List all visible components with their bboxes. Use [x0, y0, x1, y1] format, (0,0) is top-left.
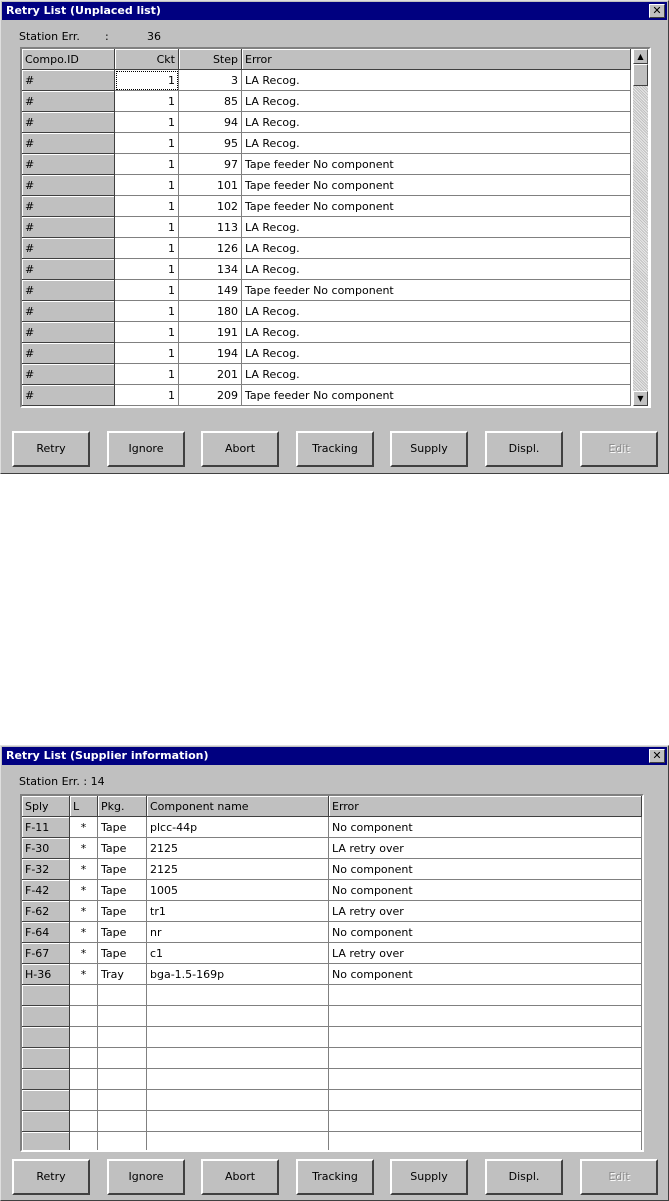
- station-err-value: 36: [147, 30, 161, 43]
- column-header-sply[interactable]: Sply: [22, 796, 70, 817]
- column-header-component-name[interactable]: Component name: [147, 796, 329, 817]
- error-cell[interactable]: LA Recog.: [242, 91, 631, 112]
- table-row[interactable]: [22, 196, 631, 217]
- component-name-cell[interactable]: [147, 1048, 329, 1069]
- sply-cell[interactable]: F-67: [22, 943, 70, 964]
- l-cell[interactable]: *: [70, 964, 98, 985]
- l-cell[interactable]: [70, 1090, 98, 1111]
- step-cell[interactable]: 102: [179, 196, 242, 217]
- pkg-cell[interactable]: Tape: [98, 838, 147, 859]
- error-cell[interactable]: [329, 1090, 642, 1111]
- table-row[interactable]: [22, 133, 631, 154]
- component-name-cell[interactable]: [147, 1006, 329, 1027]
- pkg-cell[interactable]: [98, 1006, 147, 1027]
- abort-button[interactable]: Abort: [201, 1159, 279, 1195]
- sply-cell[interactable]: F-42: [22, 880, 70, 901]
- scroll-up-arrow-icon[interactable]: ▲: [633, 49, 648, 64]
- column-header-l[interactable]: L: [70, 796, 98, 817]
- pkg-cell[interactable]: [98, 985, 147, 1006]
- compo-id-cell[interactable]: #: [22, 154, 115, 175]
- component-name-cell[interactable]: 1005: [147, 880, 329, 901]
- retry-button[interactable]: Retry: [12, 1159, 90, 1195]
- close-icon[interactable]: ✕: [649, 4, 665, 18]
- empty-table-row[interactable]: [22, 1027, 642, 1048]
- step-cell[interactable]: 194: [179, 343, 242, 364]
- compo-id-cell[interactable]: #: [22, 238, 115, 259]
- error-cell[interactable]: Tape feeder No component: [242, 385, 631, 406]
- error-cell[interactable]: [329, 1006, 642, 1027]
- error-cell[interactable]: LA Recog.: [242, 217, 631, 238]
- pkg-cell[interactable]: [98, 1090, 147, 1111]
- error-cell[interactable]: [329, 985, 642, 1006]
- l-cell[interactable]: *: [70, 859, 98, 880]
- table-row[interactable]: [22, 91, 631, 112]
- pkg-cell[interactable]: [98, 1069, 147, 1090]
- pkg-cell[interactable]: Tray: [98, 964, 147, 985]
- sply-cell[interactable]: F-62: [22, 901, 70, 922]
- ckt-cell[interactable]: 1: [115, 364, 179, 385]
- error-cell[interactable]: LA Recog.: [242, 364, 631, 385]
- step-cell[interactable]: 134: [179, 259, 242, 280]
- component-name-cell[interactable]: tr1: [147, 901, 329, 922]
- column-header-step[interactable]: Step: [179, 49, 242, 70]
- ckt-cell[interactable]: 1: [115, 175, 179, 196]
- sply-cell[interactable]: F-32: [22, 859, 70, 880]
- step-cell[interactable]: 94: [179, 112, 242, 133]
- close-icon[interactable]: ✕: [649, 749, 665, 763]
- table-row[interactable]: [22, 385, 631, 406]
- error-cell[interactable]: LA Recog.: [242, 70, 631, 91]
- l-cell[interactable]: [70, 1069, 98, 1090]
- retry-list-supplier-window: [0, 745, 669, 1201]
- pkg-cell[interactable]: Tape: [98, 922, 147, 943]
- table-row[interactable]: [22, 322, 631, 343]
- step-cell[interactable]: 209: [179, 385, 242, 406]
- error-cell[interactable]: [329, 1027, 642, 1048]
- component-name-cell[interactable]: plcc-44p: [147, 817, 329, 838]
- sply-cell[interactable]: [22, 985, 70, 1006]
- step-cell[interactable]: 113: [179, 217, 242, 238]
- l-cell[interactable]: [70, 1027, 98, 1048]
- error-cell[interactable]: [329, 1069, 642, 1090]
- sply-cell[interactable]: [22, 1006, 70, 1027]
- error-cell[interactable]: Tape feeder No component: [242, 280, 631, 301]
- error-cell[interactable]: [329, 1132, 642, 1152]
- step-cell[interactable]: 201: [179, 364, 242, 385]
- error-cell[interactable]: No component: [329, 880, 642, 901]
- component-name-cell[interactable]: [147, 1069, 329, 1090]
- error-cell[interactable]: LA retry over: [329, 943, 642, 964]
- unplaced-list-grid[interactable]: [20, 47, 651, 408]
- title-bar[interactable]: [2, 747, 667, 765]
- ignore-button[interactable]: Ignore: [107, 1159, 185, 1195]
- step-cell[interactable]: 3: [179, 70, 242, 91]
- pkg-cell[interactable]: Tape: [98, 817, 147, 838]
- pkg-cell[interactable]: Tape: [98, 943, 147, 964]
- error-cell[interactable]: LA Recog.: [242, 259, 631, 280]
- error-cell[interactable]: No component: [329, 964, 642, 985]
- l-cell[interactable]: [70, 1132, 98, 1152]
- sply-cell[interactable]: F-64: [22, 922, 70, 943]
- vertical-scrollbar[interactable]: [633, 49, 648, 406]
- table-row[interactable]: [22, 259, 631, 280]
- error-cell[interactable]: LA Recog.: [242, 133, 631, 154]
- displ-button[interactable]: Displ.: [485, 1159, 563, 1195]
- error-cell[interactable]: Tape feeder No component: [242, 175, 631, 196]
- empty-table-row[interactable]: [22, 985, 642, 1006]
- compo-id-cell[interactable]: #: [22, 112, 115, 133]
- supply-button[interactable]: Supply: [390, 431, 468, 467]
- table-row[interactable]: [22, 859, 642, 880]
- station-err-text: Station Err. : 14: [19, 775, 105, 788]
- pkg-cell[interactable]: [98, 1048, 147, 1069]
- error-cell[interactable]: [329, 1048, 642, 1069]
- step-cell[interactable]: 97: [179, 154, 242, 175]
- error-cell[interactable]: LA Recog.: [242, 238, 631, 259]
- compo-id-cell[interactable]: #: [22, 217, 115, 238]
- empty-table-row[interactable]: [22, 1111, 642, 1132]
- station-err-separator: :: [105, 30, 109, 43]
- error-cell[interactable]: LA Recog.: [242, 322, 631, 343]
- error-cell[interactable]: LA retry over: [329, 901, 642, 922]
- column-header-error[interactable]: Error: [329, 796, 642, 817]
- sply-cell[interactable]: [22, 1048, 70, 1069]
- empty-table-row[interactable]: [22, 1090, 642, 1111]
- station-err-label: Station Err.: [19, 30, 80, 43]
- pkg-cell[interactable]: [98, 1111, 147, 1132]
- ckt-cell[interactable]: 1: [115, 196, 179, 217]
- table-row[interactable]: [22, 280, 631, 301]
- sply-cell[interactable]: H-36: [22, 964, 70, 985]
- l-cell[interactable]: [70, 1111, 98, 1132]
- pkg-cell[interactable]: [98, 1027, 147, 1048]
- empty-table-row[interactable]: [22, 1006, 642, 1027]
- l-cell[interactable]: [70, 1048, 98, 1069]
- table-row[interactable]: [22, 964, 642, 985]
- component-name-cell[interactable]: nr: [147, 922, 329, 943]
- compo-id-cell[interactable]: #: [22, 133, 115, 154]
- sply-cell[interactable]: F-11: [22, 817, 70, 838]
- compo-id-cell[interactable]: #: [22, 175, 115, 196]
- table-row[interactable]: [22, 217, 631, 238]
- empty-table-row[interactable]: [22, 1132, 642, 1152]
- ckt-cell[interactable]: 1: [115, 112, 179, 133]
- sply-cell[interactable]: F-30: [22, 838, 70, 859]
- ckt-cell[interactable]: 1: [115, 154, 179, 175]
- compo-id-cell[interactable]: #: [22, 259, 115, 280]
- table-row[interactable]: [22, 922, 642, 943]
- scroll-down-arrow-icon[interactable]: ▼: [633, 391, 648, 406]
- compo-id-cell[interactable]: #: [22, 385, 115, 406]
- component-name-cell[interactable]: [147, 985, 329, 1006]
- table-row[interactable]: [22, 112, 631, 133]
- l-cell[interactable]: *: [70, 901, 98, 922]
- ckt-cell[interactable]: 1: [115, 70, 179, 91]
- error-cell[interactable]: LA Recog.: [242, 112, 631, 133]
- grid-header: [22, 49, 631, 70]
- table-row[interactable]: [22, 817, 642, 838]
- step-cell[interactable]: 180: [179, 301, 242, 322]
- error-cell[interactable]: LA retry over: [329, 838, 642, 859]
- step-cell[interactable]: 95: [179, 133, 242, 154]
- l-cell[interactable]: *: [70, 838, 98, 859]
- displ-button[interactable]: Displ.: [485, 431, 563, 467]
- error-cell[interactable]: No component: [329, 817, 642, 838]
- tracking-button[interactable]: Tracking: [296, 431, 374, 467]
- pkg-cell[interactable]: Tape: [98, 859, 147, 880]
- retry-button[interactable]: Retry: [12, 431, 90, 467]
- error-cell[interactable]: LA Recog.: [242, 343, 631, 364]
- ckt-cell[interactable]: 1: [115, 343, 179, 364]
- table-row[interactable]: [22, 838, 642, 859]
- pkg-cell[interactable]: [98, 1132, 147, 1152]
- column-header-pkg[interactable]: Pkg.: [98, 796, 147, 817]
- table-row[interactable]: [22, 943, 642, 964]
- l-cell[interactable]: *: [70, 922, 98, 943]
- retry-list-unplaced-window: [0, 0, 669, 474]
- l-cell[interactable]: [70, 1006, 98, 1027]
- column-header-error[interactable]: Error: [242, 49, 631, 70]
- compo-id-cell[interactable]: #: [22, 364, 115, 385]
- ckt-cell[interactable]: 1: [115, 91, 179, 112]
- title-bar[interactable]: [2, 2, 667, 20]
- edit-button: Edit: [580, 1159, 658, 1195]
- sply-cell[interactable]: [22, 1132, 70, 1152]
- window-title: Retry List (Unplaced list): [6, 4, 161, 17]
- ignore-button[interactable]: Ignore: [107, 431, 185, 467]
- component-name-cell[interactable]: [147, 1132, 329, 1152]
- table-row[interactable]: [22, 70, 631, 91]
- compo-id-cell[interactable]: #: [22, 301, 115, 322]
- table-row[interactable]: [22, 343, 631, 364]
- table-row[interactable]: [22, 175, 631, 196]
- ckt-cell[interactable]: 1: [115, 217, 179, 238]
- scroll-thumb[interactable]: [633, 64, 648, 86]
- error-cell[interactable]: [329, 1111, 642, 1132]
- step-cell[interactable]: 85: [179, 91, 242, 112]
- sply-cell[interactable]: [22, 1090, 70, 1111]
- component-name-cell[interactable]: c1: [147, 943, 329, 964]
- error-cell[interactable]: No component: [329, 922, 642, 943]
- ckt-cell[interactable]: 1: [115, 385, 179, 406]
- component-name-cell[interactable]: [147, 1090, 329, 1111]
- table-row[interactable]: [22, 154, 631, 175]
- table-row[interactable]: [22, 901, 642, 922]
- error-cell[interactable]: Tape feeder No component: [242, 154, 631, 175]
- sply-cell[interactable]: [22, 1069, 70, 1090]
- error-cell[interactable]: No component: [329, 859, 642, 880]
- step-cell[interactable]: 191: [179, 322, 242, 343]
- column-header-compo-id[interactable]: Compo.ID: [22, 49, 115, 70]
- ckt-cell[interactable]: 1: [115, 259, 179, 280]
- step-cell[interactable]: 149: [179, 280, 242, 301]
- step-cell[interactable]: 101: [179, 175, 242, 196]
- component-name-cell[interactable]: [147, 1111, 329, 1132]
- l-cell[interactable]: [70, 985, 98, 1006]
- window-title: Retry List (Supplier information): [6, 749, 209, 762]
- empty-table-row[interactable]: [22, 1069, 642, 1090]
- table-row[interactable]: [22, 301, 631, 322]
- compo-id-cell[interactable]: #: [22, 70, 115, 91]
- empty-table-row[interactable]: [22, 1048, 642, 1069]
- compo-id-cell[interactable]: #: [22, 280, 115, 301]
- tracking-button[interactable]: Tracking: [296, 1159, 374, 1195]
- component-name-cell[interactable]: 2125: [147, 838, 329, 859]
- abort-button[interactable]: Abort: [201, 431, 279, 467]
- compo-id-cell[interactable]: #: [22, 91, 115, 112]
- compo-id-cell[interactable]: #: [22, 322, 115, 343]
- table-row[interactable]: [22, 880, 642, 901]
- supplier-info-grid[interactable]: [20, 794, 644, 1152]
- pkg-cell[interactable]: Tape: [98, 901, 147, 922]
- grid-header: [22, 796, 642, 817]
- step-cell[interactable]: 126: [179, 238, 242, 259]
- component-name-cell[interactable]: 2125: [147, 859, 329, 880]
- sply-cell[interactable]: [22, 1027, 70, 1048]
- table-row[interactable]: [22, 364, 631, 385]
- column-header-ckt[interactable]: Ckt: [115, 49, 179, 70]
- component-name-cell[interactable]: bga-1.5-169p: [147, 964, 329, 985]
- ckt-cell[interactable]: 1: [115, 280, 179, 301]
- supply-button[interactable]: Supply: [390, 1159, 468, 1195]
- l-cell[interactable]: *: [70, 880, 98, 901]
- ckt-cell[interactable]: 1: [115, 133, 179, 154]
- table-row[interactable]: [22, 238, 631, 259]
- error-cell[interactable]: Tape feeder No component: [242, 196, 631, 217]
- ckt-cell[interactable]: 1: [115, 322, 179, 343]
- pkg-cell[interactable]: Tape: [98, 880, 147, 901]
- edit-button: Edit: [580, 431, 658, 467]
- l-cell[interactable]: *: [70, 817, 98, 838]
- compo-id-cell[interactable]: #: [22, 196, 115, 217]
- sply-cell[interactable]: [22, 1111, 70, 1132]
- l-cell[interactable]: *: [70, 943, 98, 964]
- ckt-cell[interactable]: 1: [115, 301, 179, 322]
- error-cell[interactable]: LA Recog.: [242, 301, 631, 322]
- ckt-cell[interactable]: 1: [115, 238, 179, 259]
- compo-id-cell[interactable]: #: [22, 343, 115, 364]
- component-name-cell[interactable]: [147, 1027, 329, 1048]
